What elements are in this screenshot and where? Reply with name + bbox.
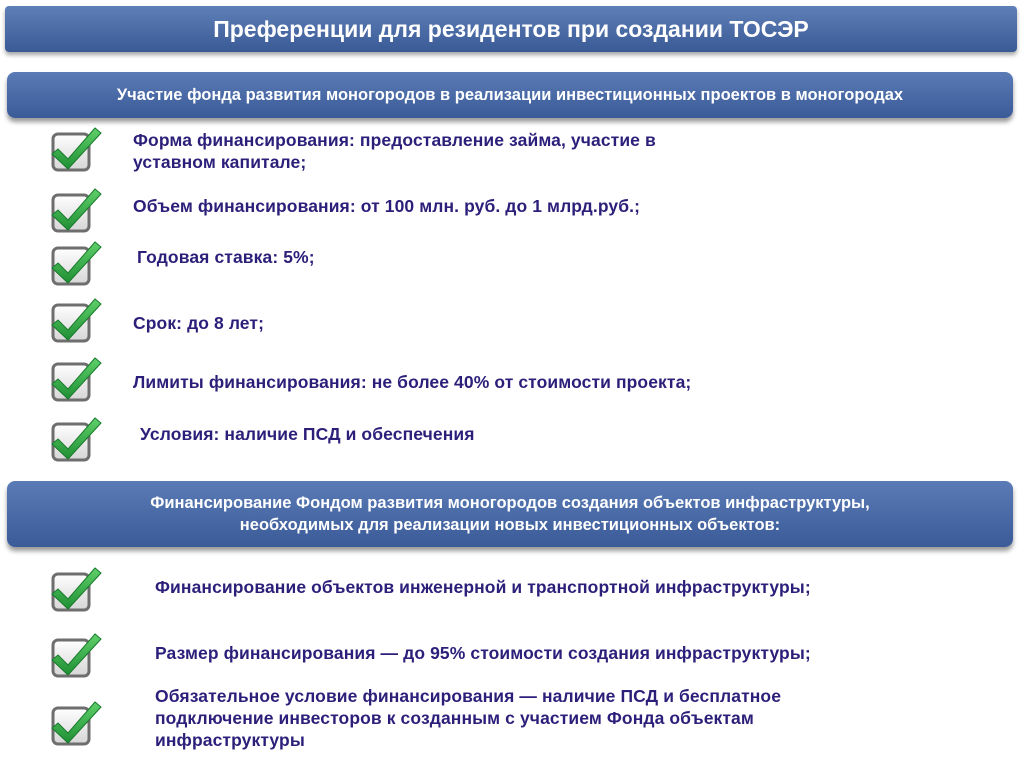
checkbox-checked-icon	[49, 562, 103, 614]
section-header-text: Финансирование Фондом развития моногородов создания объектов инфраструктуры, необходимых для реализации новых инвестиционных объектов:	[150, 494, 870, 534]
item-text: Объем финансирования: от 100 млн. руб. до 1 млрд.руб.;	[133, 196, 641, 216]
item-text: Годовая ставка: 5%;	[137, 247, 315, 267]
section-header-text: Участие фонда развития моногородов в реализации инвестиционных проектов в моногородах	[116, 86, 904, 104]
checkbox-checked-icon	[49, 122, 103, 174]
item-text: Финансирование объектов инженерной и транспортной инфраструктуры;	[155, 577, 811, 597]
checkbox-checked-icon	[49, 293, 103, 345]
item-text: Срок: до 8 лет;	[133, 313, 265, 333]
item-text: Условия: наличие ПСД и обеспечения	[140, 424, 475, 444]
item-text: Лимиты финансирования: не более 40% от стоимости проекта;	[133, 372, 692, 392]
slide-title: Преференции для резидентов при создании ТОСЭР	[5, 6, 1017, 52]
checkbox-checked-icon	[49, 352, 103, 404]
item-text: Размер финансирования — до 95% стоимости создания инфраструктуры;	[155, 643, 811, 663]
section-header-infrastructure-financing	[7, 481, 1013, 547]
checkbox-checked-icon	[49, 412, 103, 464]
item-text: Обязательное условие финансирования — наличие ПСД и бесплатное подключение инвесторов к созданным с участием Фонда объектам инфраструктуры	[155, 686, 782, 750]
section-header-fund-participation	[7, 72, 1013, 118]
item-text: Форма финансирования: предоставление займа, участие в уставном капитале;	[133, 130, 656, 172]
checkbox-checked-icon	[49, 628, 103, 680]
checkbox-checked-icon	[49, 183, 103, 235]
checkbox-checked-icon	[49, 236, 103, 288]
checkbox-checked-icon	[49, 696, 103, 748]
